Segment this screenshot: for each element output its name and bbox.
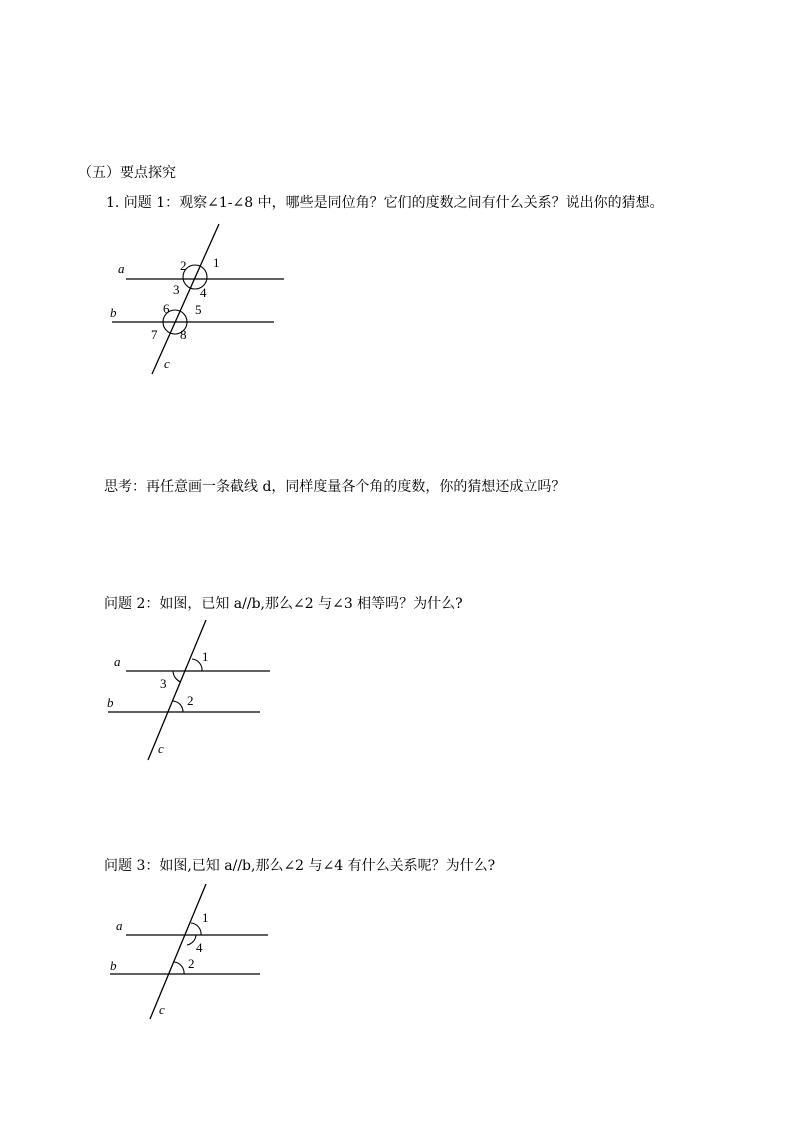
- figure-1: [104, 220, 289, 380]
- angle-label-1: 1: [213, 255, 220, 270]
- angle-arc-1: [191, 923, 201, 935]
- angle-label-5: 5: [195, 302, 202, 317]
- label-c: c: [158, 741, 164, 756]
- label-b: b: [110, 305, 117, 320]
- angle-arc-2: [173, 701, 183, 712]
- angle-label-4: 4: [200, 285, 207, 300]
- angle-label-1: 1: [202, 910, 209, 925]
- label-c: c: [164, 356, 170, 371]
- question-2-text: 问题 2：如图，已知 a//b,那么∠2 与∠3 相等吗？为什么?: [104, 596, 463, 612]
- angle-label-6: 6: [163, 301, 170, 316]
- angle-label-1: 1: [202, 649, 209, 664]
- angle-label-2: 2: [180, 258, 187, 273]
- angle-arc-2: [174, 962, 184, 974]
- angle-label-2: 2: [187, 693, 194, 708]
- question-1-text: 1. 问题 1：观察∠1-∠8 中，哪些是同位角？它们的度数之间有什么关系？说出你的猜想。: [106, 195, 664, 211]
- figure-3: [104, 880, 279, 1025]
- think-text: 思考：再任意画一条截线 d，同样度量各个角的度数，你的猜想还成立吗？: [104, 479, 566, 495]
- section-heading: （五）要点探究: [78, 165, 176, 181]
- transversal-c: [148, 620, 206, 760]
- label-b: b: [107, 695, 114, 710]
- label-b: b: [110, 958, 117, 973]
- angle-label-4: 4: [196, 940, 203, 955]
- question-3-text: 问题 3：如图,已知 a//b,那么∠2 与∠4 有什么关系呢？为什么?: [104, 858, 496, 874]
- angle-label-2: 2: [188, 956, 195, 971]
- figure-2: [104, 616, 279, 766]
- angle-arc-1: [192, 659, 202, 671]
- label-a: a: [118, 261, 125, 276]
- angle-arc-3: [173, 671, 181, 682]
- angle-label-7: 7: [151, 327, 158, 342]
- angle-label-3: 3: [173, 282, 180, 297]
- angle-label-3: 3: [160, 676, 167, 691]
- angle-arc-4: [187, 935, 196, 945]
- label-c: c: [159, 1002, 165, 1017]
- angle-label-8: 8: [180, 327, 187, 342]
- label-a: a: [116, 918, 123, 933]
- transversal-c: [152, 224, 219, 374]
- label-a: a: [114, 654, 121, 669]
